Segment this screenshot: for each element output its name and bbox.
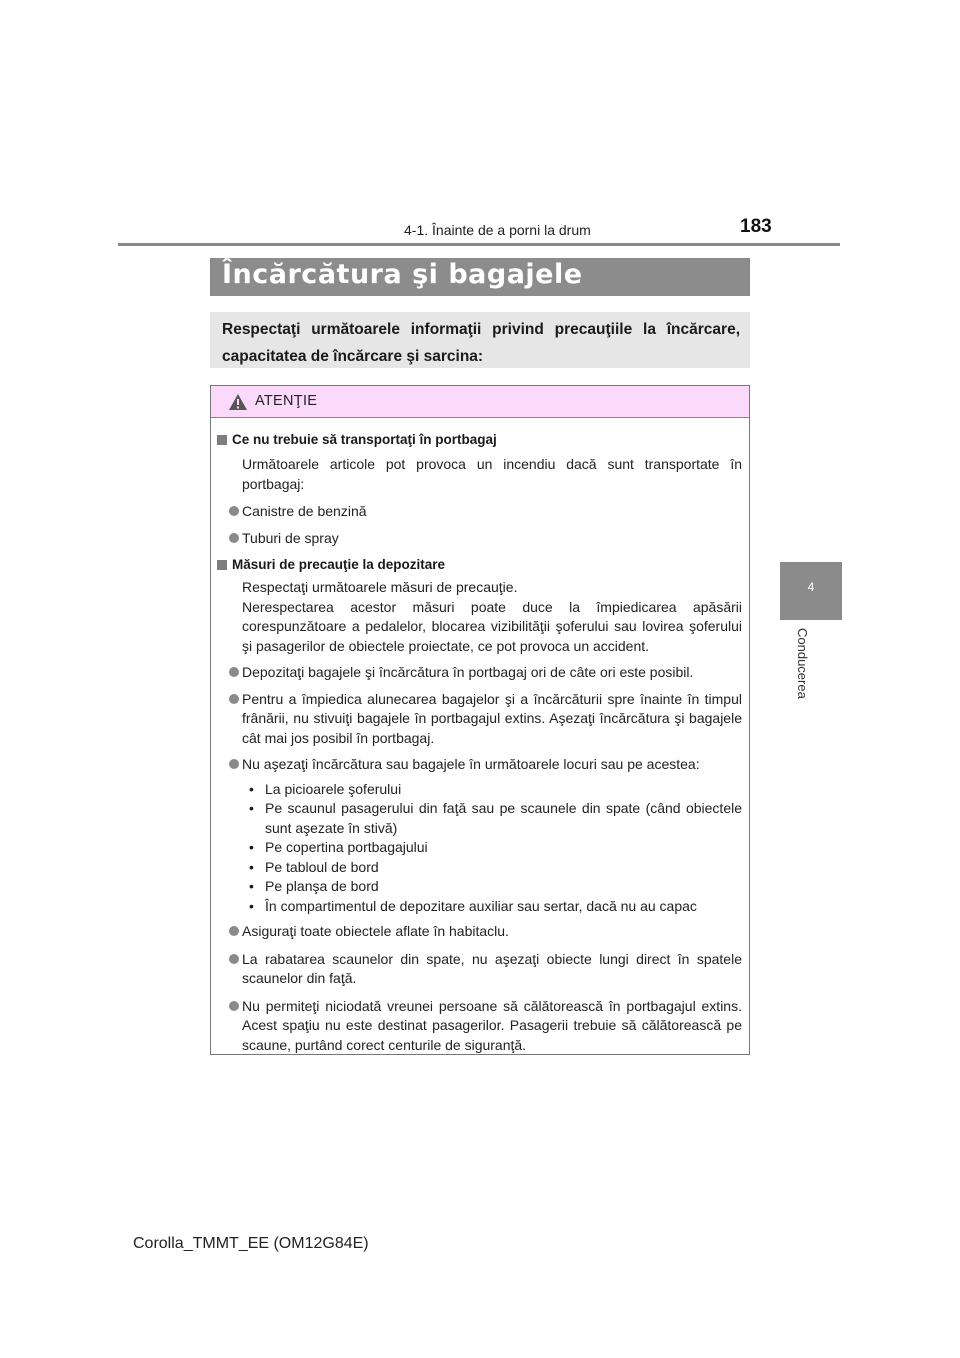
sub-list-item — [249, 780, 742, 800]
square-bullet-icon — [217, 435, 227, 445]
list-item-text: La rabatarea scaunelor din spate, nu aşezaţi obiecte lungi direct în spatele scaunelor din faţă. — [242, 950, 742, 986]
chapter-label: Conducerea — [795, 628, 810, 699]
sub-list-marker: • — [249, 780, 254, 797]
square-bullet-icon — [217, 560, 227, 570]
section-text: Respectaţi următoarele măsuri de precauţie. — [242, 579, 518, 595]
section-heading — [215, 430, 745, 450]
sub-list-marker: • — [249, 858, 254, 875]
sub-list — [215, 780, 745, 917]
section-heading-text: Ce nu trebuie să transportaţi în portbagaj — [232, 432, 497, 447]
sub-list-item-text: Pe planşa de bord — [265, 878, 379, 894]
list-item-text: Depozitaţi bagajele şi încărcătura în portbagaj ori de câte ori este posibil. — [242, 664, 694, 680]
list-item — [227, 529, 742, 549]
circle-bullet-icon — [229, 926, 239, 936]
circle-bullet-icon — [229, 954, 239, 964]
header-divider — [118, 243, 840, 246]
sub-list-item-text: Pe scaunul pasagerului din faţă sau pe scaunele din spate (când obiectele sunt aşezate în stivă) — [265, 800, 742, 836]
warning-triangle-icon — [228, 393, 248, 411]
list-item-text: Nu aşezaţi încărcătura sau bagajele în următoarele locuri sau pe acestea: — [242, 756, 700, 772]
list-item — [227, 502, 742, 522]
list-item — [227, 690, 742, 749]
section-text: Nerespectarea acestor măsuri poate duce la împiedicarea apăsării corespunzătoare a pedalelor, blocarea vizibilităţii şoferului sau lovirea şoferului şi pasagerilor de obiectele proiectate, ce pot provoca un accident. — [242, 598, 742, 654]
intro-text: Respectaţi următoarele informaţii privind precauţiile la încărcare, capacitatea de încărcare şi sarcina: — [222, 321, 740, 365]
circle-bullet-icon — [229, 1001, 239, 1011]
circle-bullet-icon — [229, 694, 239, 704]
sub-list-item — [249, 877, 742, 897]
warning-section — [215, 430, 745, 548]
sub-list-item-text: În compartimentul de depozitare auxiliar sau sertar, dacă nu au capac — [265, 897, 697, 914]
list-item-text: Nu permiteţi niciodată vreunei persoane să călătorească în portbagajul extins. Acest spaţiu nu este destinat pasagerilor. Pasagerii trebuie să călătorească pe scaune, purtând corect centurile de siguranţă. — [242, 997, 742, 1053]
circle-bullet-icon — [229, 759, 239, 769]
sub-list-item-text: Pe tabloul de bord — [265, 858, 379, 875]
sub-list-item — [249, 838, 742, 858]
sub-list-marker: • — [249, 800, 254, 816]
warning-title: ATENŢIE — [255, 393, 318, 409]
sub-list-marker: • — [249, 839, 254, 855]
section-heading — [215, 555, 745, 575]
chapter-tab — [780, 562, 842, 620]
page-title-bar — [210, 258, 750, 296]
sub-list-item-text: Pe copertina portbagajului — [265, 839, 428, 855]
page-title: Încărcătura şi bagajele — [222, 259, 583, 290]
warning-section — [215, 555, 745, 1055]
sub-list-marker: • — [249, 897, 254, 914]
circle-bullet-icon — [229, 506, 239, 516]
list-item-text: Canistre de benzină — [242, 503, 367, 519]
warning-body — [211, 418, 749, 1055]
intro-box — [210, 312, 750, 368]
chapter-number: 4 — [807, 580, 815, 594]
warning-box — [210, 385, 750, 1055]
list-item — [227, 755, 742, 775]
sub-list-item-text: La picioarele şoferului — [265, 780, 402, 797]
circle-bullet-icon — [229, 533, 239, 543]
list-item-text: Tuburi de spray — [242, 529, 339, 546]
warning-header — [211, 386, 749, 418]
document-footer: Corolla_TMMT_EE (OM12G84E) — [133, 1235, 369, 1252]
page-number: 183 — [740, 216, 772, 237]
circle-bullet-icon — [229, 667, 239, 677]
sub-list-item — [249, 799, 742, 838]
section-text: Următoarele articole pot provoca un incendiu dacă sunt transportate în portbagaj: — [242, 456, 742, 492]
list-item-text: Asiguraţi toate obiectele aflate în habitaclu. — [242, 923, 509, 939]
list-item-text: Pentru a împiedica alunecarea bagajelor şi a încărcăturii spre înainte în timpul frânării, nu stivuiţi bagajele în portbagajul extins. Aşezaţi încărcătura şi bagajele cât mai jos posibil în portbagaj. — [242, 690, 742, 746]
list-item — [227, 950, 742, 989]
sub-list-item — [249, 858, 742, 878]
sub-list-marker: • — [249, 878, 254, 894]
list-item — [227, 663, 742, 683]
section-breadcrumb: 4-1. Înainte de a porni la drum — [404, 222, 591, 238]
section-heading-text: Măsuri de precauţie la depozitare — [232, 557, 446, 572]
list-item — [227, 922, 742, 942]
list-item — [227, 997, 742, 1056]
sub-list-item — [249, 897, 742, 917]
